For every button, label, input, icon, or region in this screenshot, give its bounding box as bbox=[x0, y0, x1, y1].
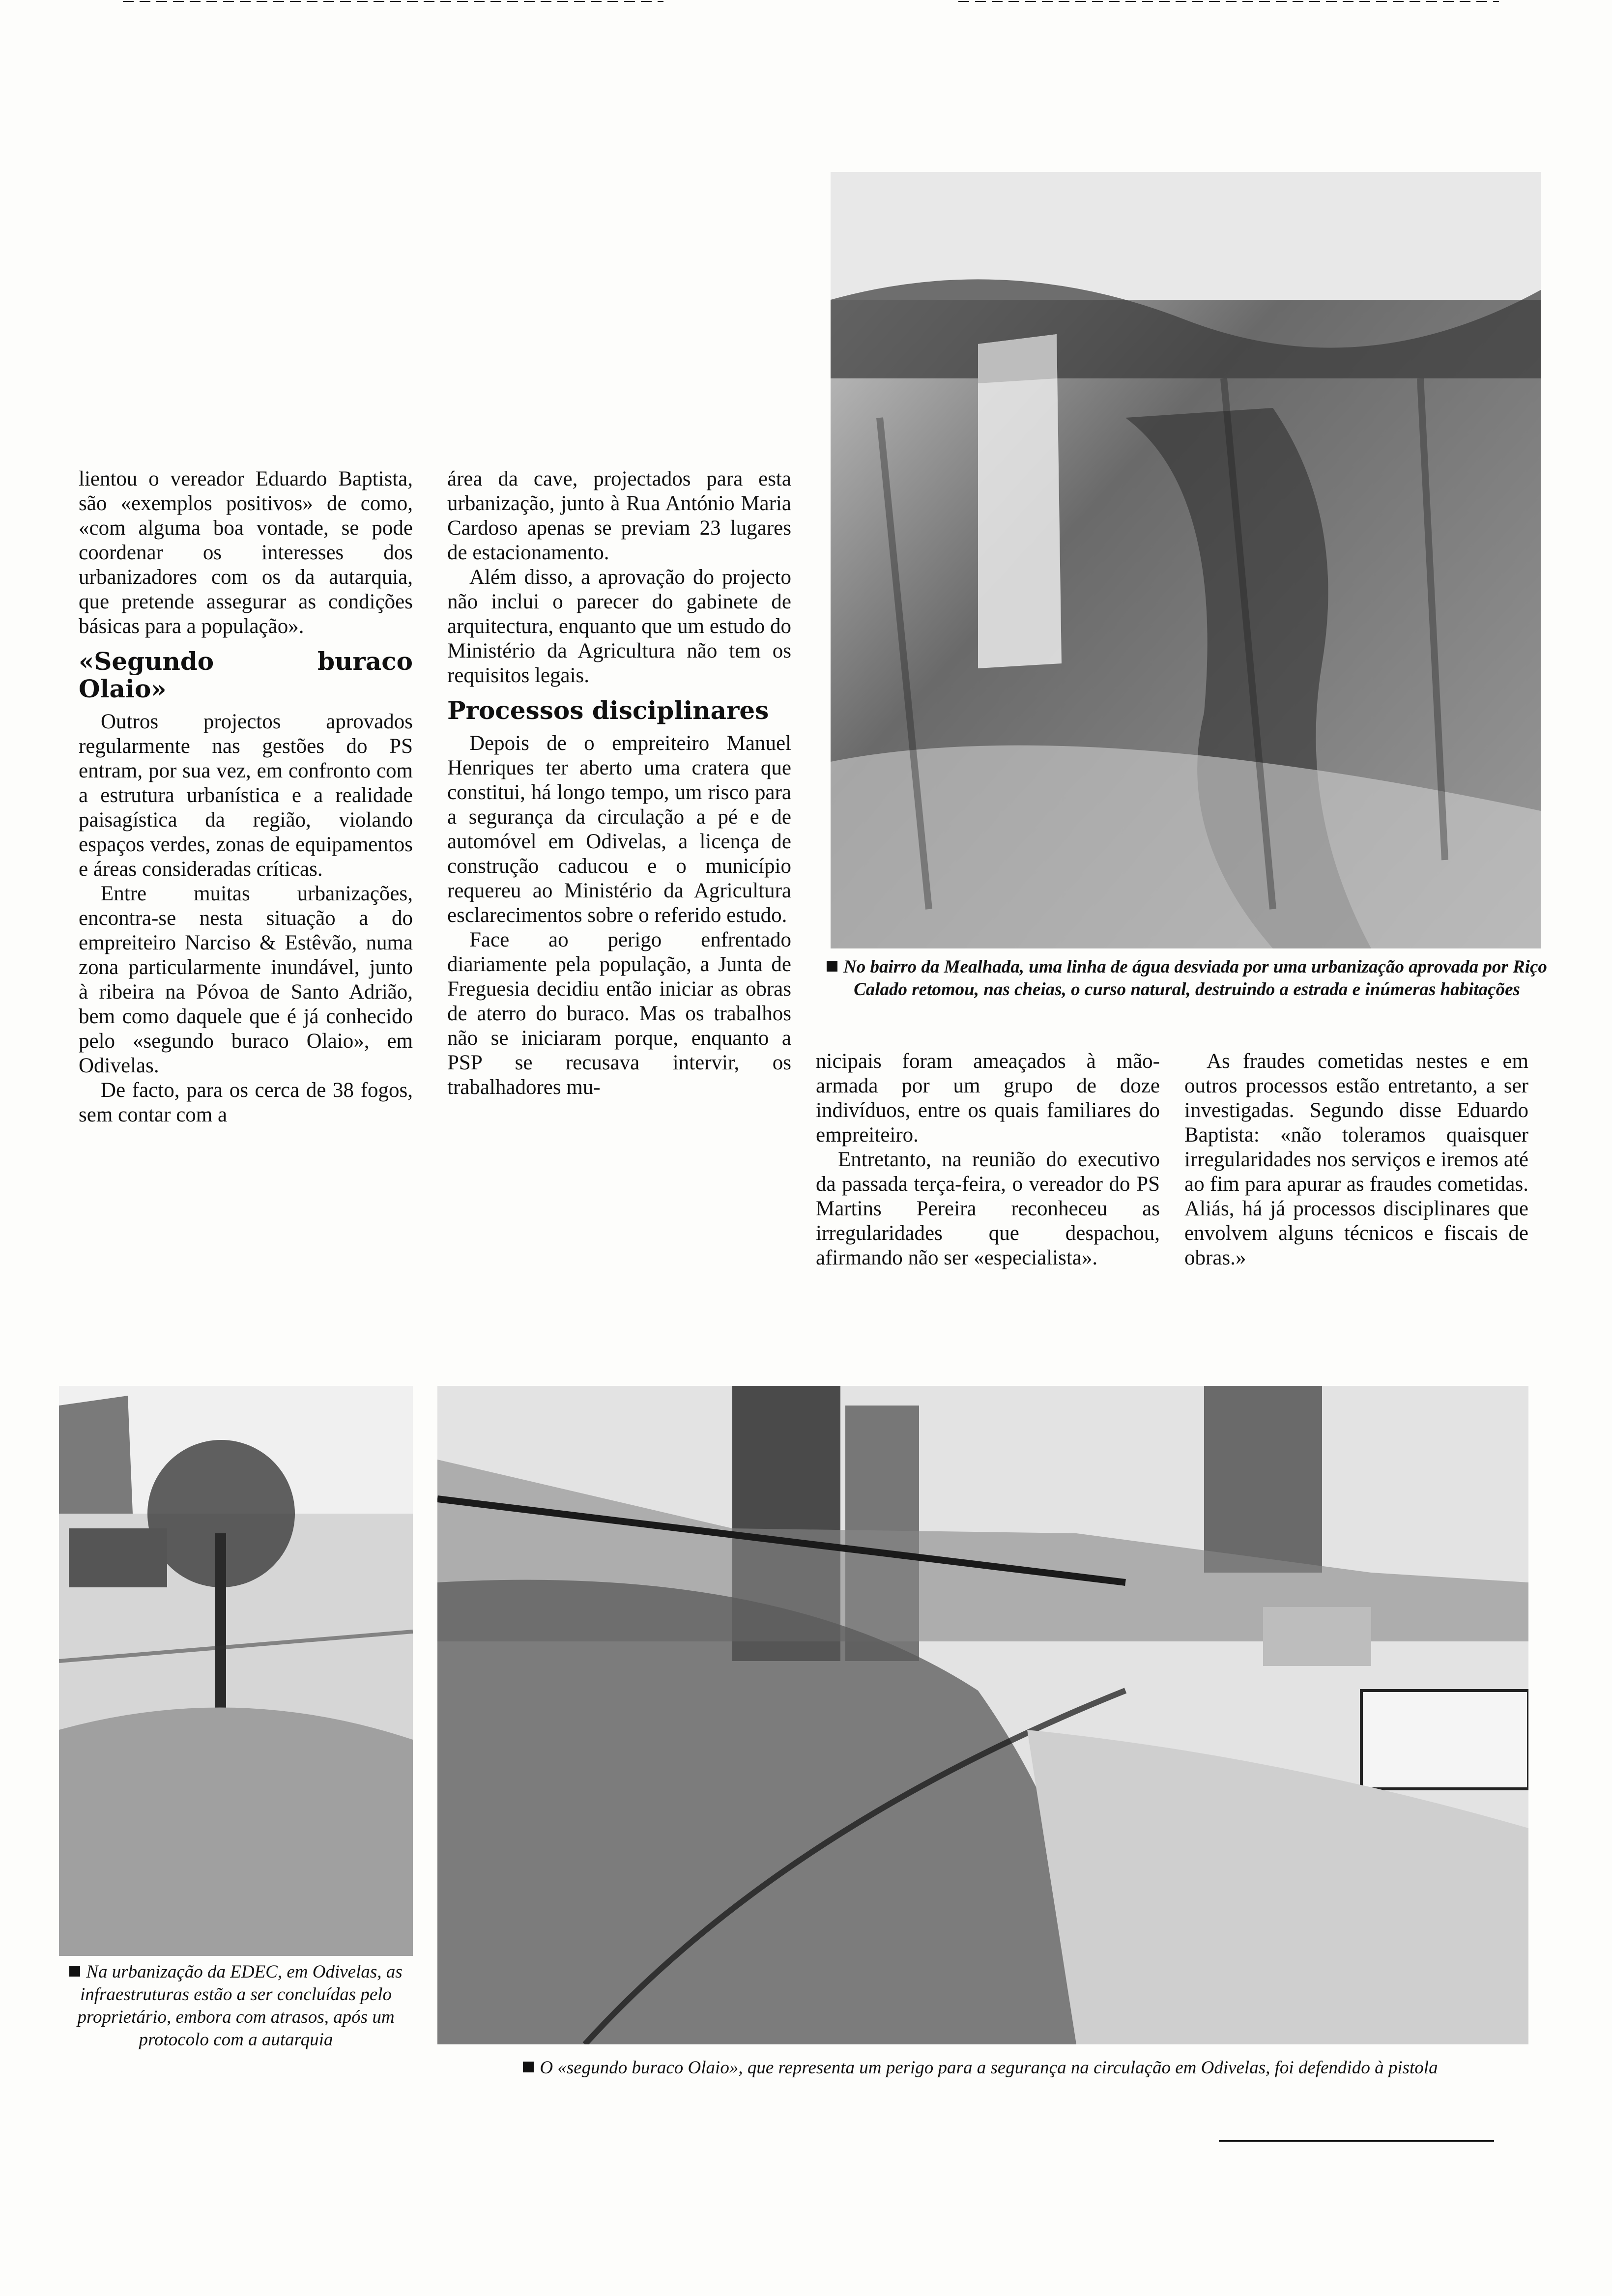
paragraph: área da cave, projectados para esta urbanização, junto à Rua António Maria Cardoso apenas se previam 23 lugares de estacionamento. bbox=[447, 467, 791, 564]
caption-bullet-icon bbox=[827, 961, 837, 972]
bottom-rule bbox=[1219, 2140, 1494, 2142]
paragraph: Face ao perigo enfrentado diariamente pela população, a Junta de Freguesia decidiu então iniciar as obras de aterro do buraco. Mas os trabalhos não se iniciaram porque, enquanto a PSP se recusava intervir, os trabalhadores mu- bbox=[447, 928, 791, 1099]
article-column-4 bbox=[1184, 1049, 1528, 1270]
caption-text: Na urbanização da EDEC, em Odivelas, as infraestruturas estão a ser concluídas pelo proprietário, embora com atrasos, após um protocolo com a autarquia bbox=[77, 1962, 403, 2050]
paragraph: Entre muitas urbanizações, encontra-se nesta situação a do empreiteiro Narciso & Estêvão, numa zona particularmente inundável, junto à ribeira na Póvoa de Santo Adrião, bem como daquele que é já conhecido pelo «segundo buraco Olaio», em Odivelas. bbox=[79, 882, 413, 1077]
caption-text: No bairro da Mealhada, uma linha de água desviada por uma urbanização aprovada por Riço Calado retomou, nas cheias, o curso natural, destruindo a estrada e inúmeras habitações bbox=[843, 957, 1547, 1000]
article-column-2 bbox=[447, 467, 791, 1100]
caption-bullet-icon bbox=[523, 2062, 534, 2072]
paragraph: Entretanto, na reunião do executivo da passada terça-feira, o vereador do PS Martins Pereira reconheceu as irregularidades que despachou, afirmando não ser «especialista». bbox=[816, 1148, 1160, 1269]
paragraph: As fraudes cometidas nestes e em outros processos estão entretanto, a ser investigadas. Segundo disse Eduardo Baptista: «não toleramos quaisquer irregularidades nos serviços e iremos até ao fim para apurar as fraudes cometidas. Aliás, há já processos disciplinares que envolvem alguns técnicos e fiscais de obras.» bbox=[1184, 1050, 1528, 1269]
paragraph: lientou o vereador Eduardo Baptista, são «exemplos positivos» de como, «com alguma boa vontade, se pode coordenar os interesses dos urbanizadores com os da autarquia, que pretende assegurar as condições básicas para a população». bbox=[79, 467, 413, 638]
article-column-1 bbox=[79, 467, 413, 1127]
photo-segundo-buraco-olaio bbox=[437, 1386, 1528, 2044]
paragraph: Depois de o empreiteiro Manuel Henriques ter aberto uma cratera que constitui, há longo tempo, um risco para a segurança da circulação a pé e de automóvel em Odivelas, a licença de construção caducou e o município requereu ao Ministério da Agricultura esclarecimentos sobre o referido estudo. bbox=[447, 732, 791, 927]
subheading-segundo-buraco: «Segundo buraco Olaio» bbox=[79, 647, 413, 703]
top-right-rule bbox=[958, 1, 1499, 2]
paragraph: De facto, para os cerca de 38 fogos, sem contar com a bbox=[79, 1079, 413, 1126]
caption-text: O «segundo buraco Olaio», que representa um perigo para a segurança na circulação em Odivelas, foi defendido à pistola bbox=[540, 2058, 1438, 2078]
caption-olaio bbox=[428, 2057, 1533, 2079]
paragraph: Outros projectos aprovados regularmente nas gestões do PS entram, por sua vez, em confronto com a estrutura urbanística e a realidade paisagística da região, violando espaços verdes, zonas de equipamentos e áreas consideradas críticas. bbox=[79, 710, 413, 881]
caption-mealhada bbox=[816, 956, 1558, 1001]
photo-edec-urbanization bbox=[59, 1386, 413, 1956]
caption-edec bbox=[54, 1961, 418, 2051]
paragraph: Além disso, a aprovação do projecto não inclui o parecer do gabinete de arquitectura, enquanto que um estudo do Ministério da Agricultura não tem os requisitos legais. bbox=[447, 566, 791, 687]
photo-mealhada-erosion bbox=[831, 172, 1541, 948]
caption-bullet-icon bbox=[69, 1966, 80, 1977]
subheading-processos: Processos disciplinares bbox=[447, 696, 769, 725]
top-left-rule bbox=[123, 1, 663, 2]
article-column-3 bbox=[816, 1049, 1160, 1270]
paragraph: nicipais foram ameaçados à mão-armada por um grupo de doze indivíduos, entre os quais familiares do empreiteiro. bbox=[816, 1050, 1160, 1147]
